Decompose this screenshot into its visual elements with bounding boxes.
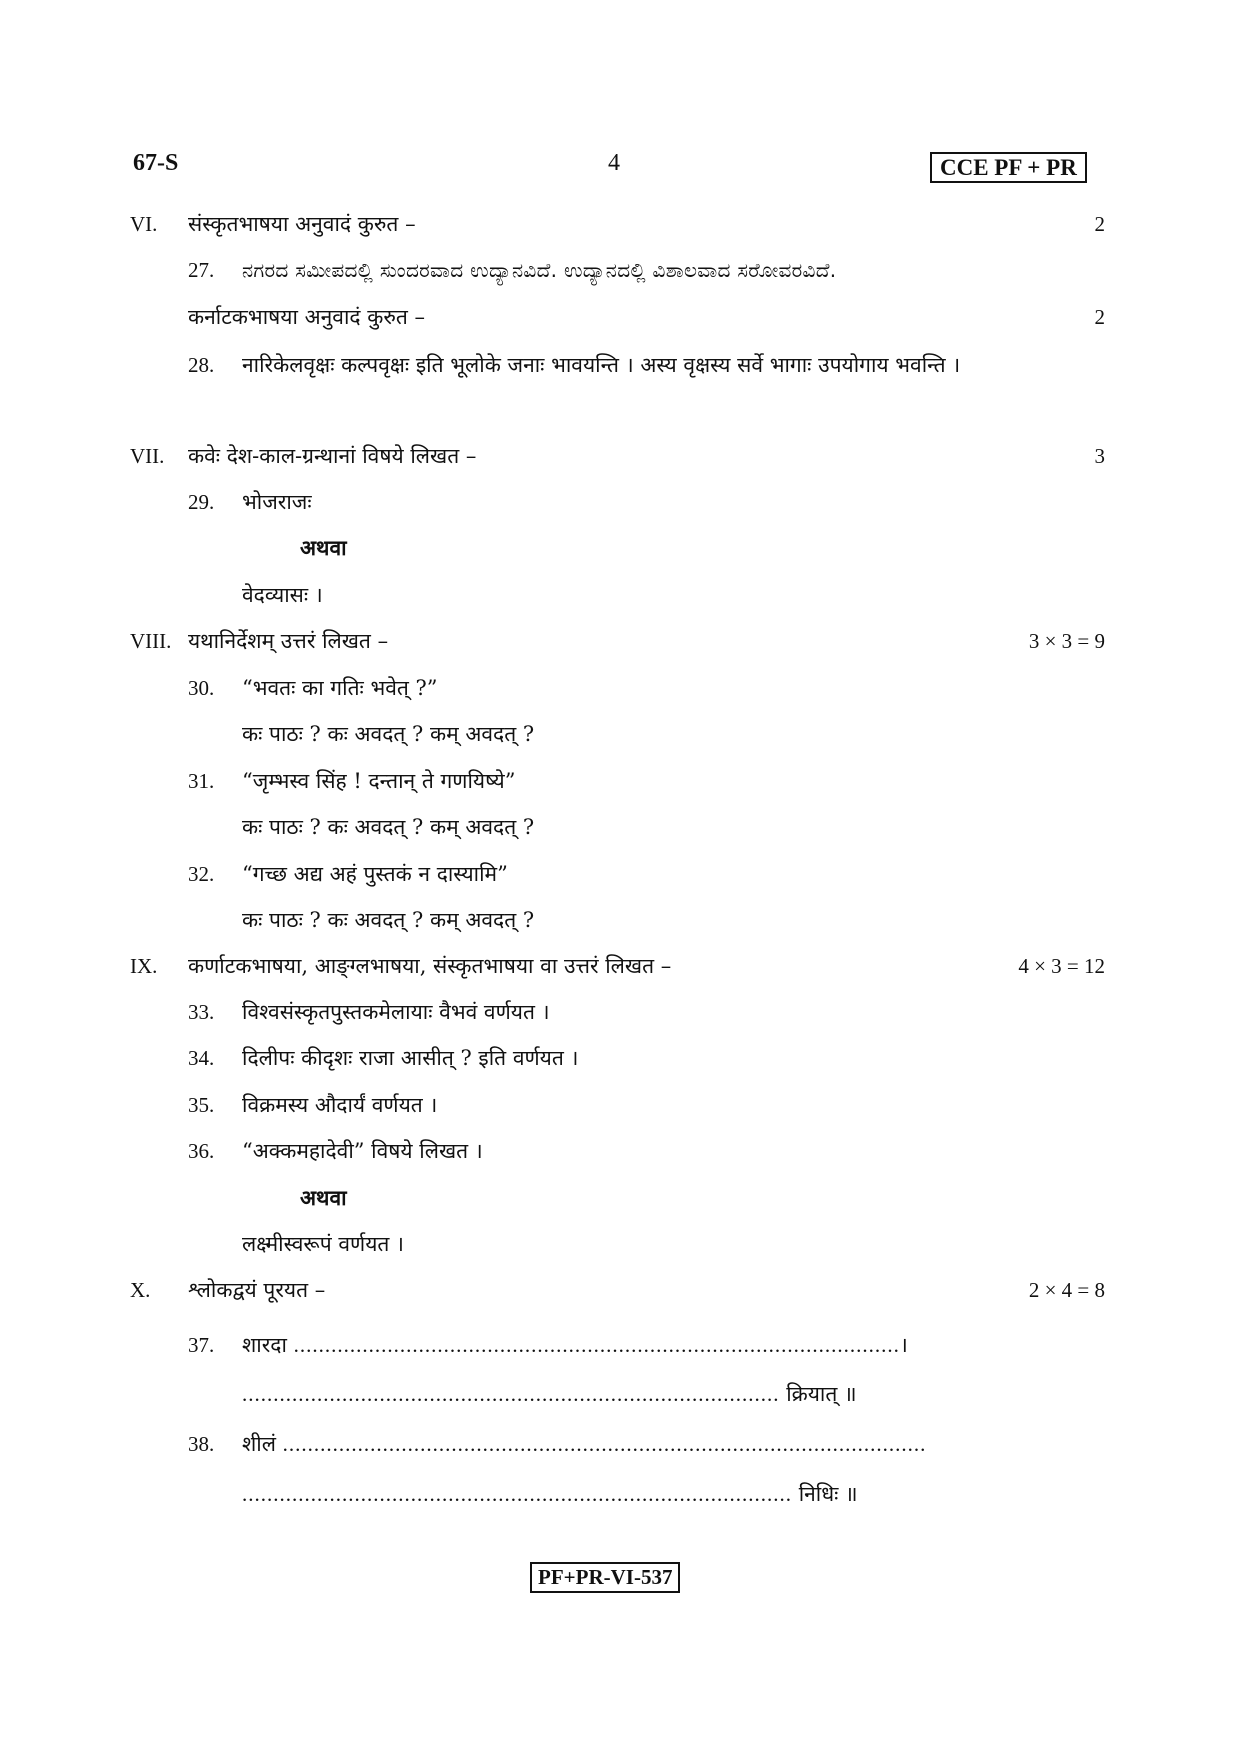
question-30 <box>130 668 1105 708</box>
question-number: 28. <box>188 353 215 377</box>
section-marks: 3 × 3 = 9 <box>1028 629 1105 653</box>
question-number: 34. <box>188 1046 215 1070</box>
question-number: 30. <box>188 676 215 700</box>
question-27 <box>130 250 1105 290</box>
verse-end-word: निधिः ॥ <box>798 1482 858 1506</box>
section-marks: 4 × 3 = 12 <box>1018 954 1105 978</box>
question-38-line-2 <box>130 1474 1105 1514</box>
blank-dotted-line: ....................................................................................................... <box>282 1432 927 1456</box>
section-vii-heading <box>130 436 1105 476</box>
sub-instruction <box>130 297 1105 337</box>
question-38-line-1 <box>130 1424 1105 1464</box>
alternative-text: वेदव्यासः । <box>242 583 323 607</box>
question-number: 37. <box>188 1333 215 1357</box>
verse-start-word: शारदा <box>242 1333 287 1357</box>
alternative-text: लक्ष्मीस्वरूपं वर्णयत । <box>242 1232 404 1256</box>
question-37-line-2 <box>130 1374 1105 1414</box>
section-number: VII. <box>130 444 165 468</box>
question-text: विक्रमस्य औदार्यं वर्णयत । <box>242 1093 438 1117</box>
question-text: दिलीपः कीदृशः राजा आसीत् ? इति वर्णयत । <box>242 1046 579 1070</box>
question-text: “गच्छ अद्य अहं पुस्तकं न दास्यामि” <box>242 862 508 886</box>
question-number: 29. <box>188 490 215 514</box>
section-number: IX. <box>130 954 158 978</box>
footer-box-label: PF+PR-VI-537 <box>530 1562 680 1593</box>
section-number: VI. <box>130 212 158 236</box>
question-35 <box>130 1085 1105 1125</box>
verse-start <box>242 1424 926 1464</box>
verse-end <box>242 1474 858 1514</box>
question-34 <box>130 1038 1105 1078</box>
verse-start-word: शीलं <box>242 1432 276 1456</box>
section-marks: 2 <box>1094 212 1105 236</box>
blank-dotted-line: ........................................................................................ <box>242 1482 792 1506</box>
question-number: 33. <box>188 1000 215 1024</box>
or-separator <box>130 1178 1105 1218</box>
verse-end <box>242 1374 857 1414</box>
sub-question-text: कः पाठः ? कः अवदत् ? कम् अवदत् ? <box>242 908 535 932</box>
question-text: ನಗರದ ಸಮೀಪದಲ್ಲಿ ಸುಂದರವಾದ ಉದ್ಯಾನವಿದೆ. ಉದ್ಯಾನದಲ್ಲಿ ವಿಶಾಲವಾದ ಸರೋವರವಿದೆ. <box>242 258 837 282</box>
question-28 <box>130 345 1105 427</box>
question-number: 27. <box>188 258 215 282</box>
section-title: कवेः देश-काल-ग्रन्थानां विषये लिखत – <box>188 444 477 468</box>
question-33 <box>130 992 1105 1032</box>
question-30-sub <box>130 714 1105 754</box>
question-number: 38. <box>188 1432 215 1456</box>
section-vi-heading <box>130 204 1105 244</box>
verse-end-word: क्रियात् ॥ <box>786 1382 857 1406</box>
question-29 <box>130 482 1105 522</box>
verse-start: शारदा .................................................................................................। <box>242 1333 908 1357</box>
question-31-sub <box>130 807 1105 847</box>
section-title: कर्णाटकभाषया, आङ्ग्लभाषया, संस्कृतभाषया वा उत्तरं लिखत – <box>188 954 672 978</box>
question-number: 32. <box>188 862 215 886</box>
question-number: 31. <box>188 769 215 793</box>
or-label: अथवा <box>300 1185 347 1210</box>
question-32-sub <box>130 900 1105 940</box>
alternative-question <box>130 575 1105 615</box>
sub-instruction-marks: 2 <box>1094 305 1105 329</box>
or-separator <box>130 528 1105 568</box>
section-title: संस्कृतभाषया अनुवादं कुरुत – <box>188 212 416 236</box>
alternative-question <box>130 1224 1105 1264</box>
sub-question-text: कः पाठः ? कः अवदत् ? कम् अवदत् ? <box>242 722 535 746</box>
question-text: “भवतः का गतिः भवेत् ?” <box>242 676 438 700</box>
header-box-label: CCE PF + PR <box>930 152 1087 183</box>
section-number: VIII. <box>130 629 172 653</box>
question-36 <box>130 1131 1105 1171</box>
question-text: विश्वसंस्कृतपुस्तकमेलायाः वैभवं वर्णयत । <box>242 1000 550 1024</box>
sub-instruction-text: कर्नाटकभाषया अनुवादं कुरुत – <box>188 305 426 329</box>
question-text: “जृम्भस्व सिंह ! दन्तान् ते गणयिष्ये” <box>242 769 516 793</box>
section-marks: 3 <box>1094 444 1105 468</box>
section-viii-heading <box>130 621 1105 661</box>
question-31 <box>130 761 1105 801</box>
section-marks: 2 × 4 = 8 <box>1028 1278 1105 1302</box>
question-number: 35. <box>188 1093 215 1117</box>
or-label: अथवा <box>300 535 347 560</box>
page-number: 4 <box>608 150 620 176</box>
section-title: यथानिर्देशम् उत्तरं लिखत – <box>188 629 389 653</box>
question-number: 36. <box>188 1139 215 1163</box>
section-x-heading <box>130 1270 1105 1310</box>
question-text: “अक्कमहादेवी” विषये लिखत । <box>242 1139 483 1163</box>
question-32 <box>130 854 1105 894</box>
sub-question-text: कः पाठः ? कः अवदत् ? कम् अवदत् ? <box>242 815 535 839</box>
question-text: भोजराजः <box>242 490 312 514</box>
blank-dotted-line: ...................................................................................... <box>242 1382 780 1406</box>
section-title: श्लोकद्वयं पूरयत – <box>188 1278 326 1302</box>
paper-code: 67-S <box>133 150 179 176</box>
section-ix-heading <box>130 946 1105 986</box>
question-text: नारिकेलवृक्षः कल्पवृक्षः इति भूलोके जनाः भावयन्ति । अस्य वृक्षस्य सर्वे भागाः उपयोगाय भवन्ति । <box>242 353 961 377</box>
section-number: X. <box>130 1278 151 1302</box>
question-37-line-1 <box>130 1325 1105 1365</box>
blank-dotted-line: ................................................................................................. <box>293 1333 900 1357</box>
